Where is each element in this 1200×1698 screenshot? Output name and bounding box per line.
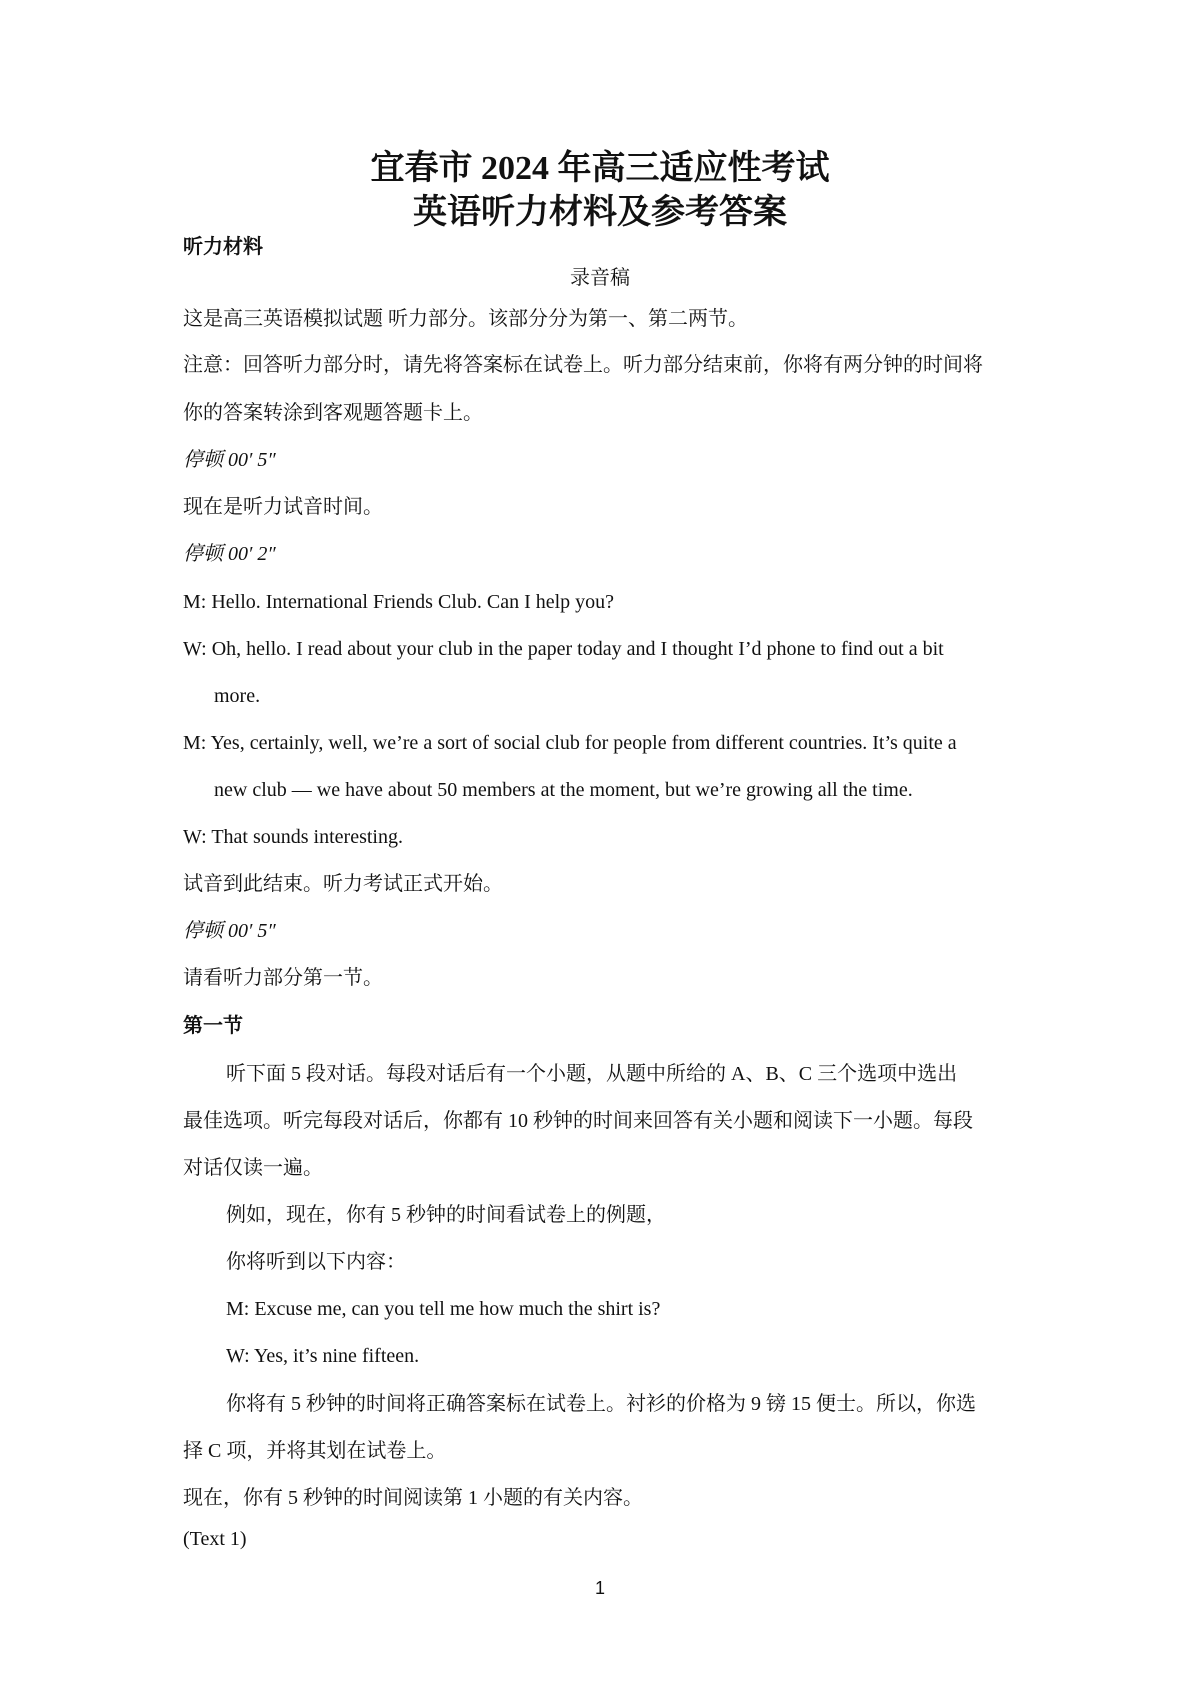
instruction-line-1: 听下面 5 段对话。每段对话后有一个小题，从题中所给的 A、B、C 三个选项中选出 bbox=[226, 1063, 958, 1085]
reading-prompt: 现在，你有 5 秒钟的时间阅读第 1 小题的有关内容。 bbox=[183, 1487, 643, 1509]
notice-line-1: 注意：回答听力部分时，请先将答案标在试卷上。听力部分结束前，你将有两分钟的时间将 bbox=[183, 354, 983, 376]
pause-marker: 停顿 00′ 2″ bbox=[183, 543, 276, 565]
dialogue-line-continued: new club — we have about 50 members at the moment, but we’re growing all the time. bbox=[214, 779, 913, 801]
text-label: (Text 1) bbox=[183, 1528, 247, 1550]
page-title: 宜春市 2024 年高三适应性考试 bbox=[370, 150, 830, 187]
instruction-line-3: 对话仅读一遍。 bbox=[183, 1157, 323, 1179]
dialogue-line: W: Oh, hello. I read about your club in the paper today and I thought I’d phone to find out a bit bbox=[183, 638, 944, 660]
page-number: 1 bbox=[594, 1578, 605, 1598]
example-answer-line-2: 择 C 项，并将其划在试卷上。 bbox=[183, 1440, 447, 1462]
dialogue-line: M: Yes, certainly, well, we’re a sort of social club for people from different countries. It’s quite a bbox=[183, 732, 957, 754]
trial-start-text: 现在是听力试音时间。 bbox=[183, 496, 383, 518]
notice-line-2: 你的答案转涂到客观题答题卡上。 bbox=[183, 402, 483, 424]
intro-text: 这是高三英语模拟试题 听力部分。该部分分为第一、第二两节。 bbox=[183, 308, 748, 330]
example-line: 例如，现在，你有 5 秒钟的时间看试卷上的例题， bbox=[226, 1204, 666, 1226]
dialogue-line-continued: more. bbox=[214, 685, 261, 707]
page-subtitle: 英语听力材料及参考答案 bbox=[413, 194, 787, 231]
example-dialogue-line: W: Yes, it’s nine fifteen. bbox=[226, 1345, 420, 1367]
dialogue-line: M: Hello. International Friends Club. Can I help you? bbox=[183, 591, 615, 613]
transcript-heading: 录音稿 bbox=[570, 267, 630, 289]
pause-marker: 停顿 00′ 5″ bbox=[183, 449, 276, 471]
example-line: 你将听到以下内容： bbox=[226, 1251, 406, 1273]
section-label: 听力材料 bbox=[183, 236, 263, 258]
section-prompt: 请看听力部分第一节。 bbox=[183, 967, 383, 989]
instruction-line-2: 最佳选项。听完每段对话后，你都有 10 秒钟的时间来回答有关小题和阅读下一小题。每段 bbox=[183, 1110, 973, 1132]
example-dialogue-line: M: Excuse me, can you tell me how much the shirt is? bbox=[226, 1298, 661, 1320]
section-heading: 第一节 bbox=[183, 1015, 243, 1037]
trial-end-text: 试音到此结束。听力考试正式开始。 bbox=[183, 873, 503, 895]
example-answer-line-1: 你将有 5 秒钟的时间将正确答案标在试卷上。衬衫的价格为 9 镑 15 便士。所以，你选 bbox=[226, 1393, 976, 1415]
dialogue-line: W: That sounds interesting. bbox=[183, 826, 403, 848]
pause-marker: 停顿 00′ 5″ bbox=[183, 920, 276, 942]
